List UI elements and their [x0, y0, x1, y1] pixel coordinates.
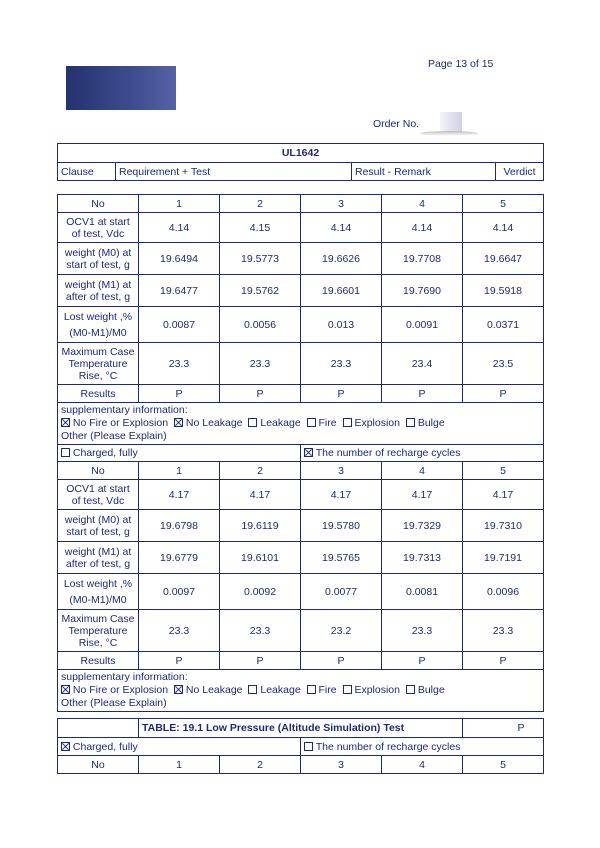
table-row — [58, 243, 544, 275]
temp-value: 23.3 — [139, 610, 220, 652]
sample-no: 5 — [463, 462, 544, 480]
m1-value: 19.7690 — [382, 275, 463, 307]
lost-value: 0.0096 — [463, 574, 544, 610]
row-label-m0: weight (M0) at start of test, g — [58, 243, 139, 275]
temp-value: 23.3 — [382, 610, 463, 652]
row-label-temp: Maximum Case Temperature Rise, °C — [58, 343, 139, 385]
order-number-label: Order No. — [373, 118, 420, 130]
temp-value: 23.3 — [301, 343, 382, 385]
sample-no: 5 — [463, 195, 544, 213]
row-label-lost — [58, 307, 139, 343]
ocv-value: 4.14 — [301, 213, 382, 243]
supplementary-info-row — [58, 670, 544, 712]
checkbox-empty-icon — [343, 685, 352, 694]
checkbox-checked-icon — [174, 685, 183, 694]
m1-value: 19.5762 — [220, 275, 301, 307]
sample-no: 1 — [139, 462, 220, 480]
result-header: Result - Remark — [352, 163, 496, 181]
recharge-cycles-label: The number of recharge cycles — [315, 447, 461, 459]
lost-value: 0.0081 — [382, 574, 463, 610]
lost-value: 0.0091 — [382, 307, 463, 343]
m0-value: 19.6647 — [463, 243, 544, 275]
lost-value: 0.0087 — [139, 307, 220, 343]
result-value: P — [301, 385, 382, 403]
m1-value: 19.7313 — [382, 542, 463, 574]
lost-value: 0.0056 — [220, 307, 301, 343]
order-number-redacted — [440, 112, 462, 132]
checkbox-empty-icon — [307, 418, 316, 427]
table-row — [58, 480, 544, 510]
temp-value: 23.3 — [220, 610, 301, 652]
sample-no: 4 — [382, 462, 463, 480]
requirement-header: Requirement + Test — [116, 163, 352, 181]
result-value: P — [139, 385, 220, 403]
temp-value: 23.3 — [463, 610, 544, 652]
row-label-ocv: OCV1 at start of test, Vdc — [58, 213, 139, 243]
temp-value: 23.2 — [301, 610, 382, 652]
table-row — [58, 510, 544, 542]
option-fire: Fire — [318, 417, 337, 429]
table-title-row — [58, 719, 544, 738]
m0-value: 19.6626 — [301, 243, 382, 275]
temp-value: 23.3 — [220, 343, 301, 385]
other-explain: Other (Please Explain) — [61, 697, 167, 709]
charged-fully-label: Charged, fully — [72, 447, 138, 459]
charged-fully-label: Charged, fully — [72, 740, 138, 753]
condition-row — [58, 445, 544, 462]
m0-value: 19.6119 — [220, 510, 301, 542]
table-row — [58, 195, 544, 213]
m1-value: 19.5918 — [463, 275, 544, 307]
table-row — [58, 756, 544, 774]
charged-fully — [58, 445, 301, 462]
table-row — [58, 462, 544, 480]
lost-value: 0.0092 — [220, 574, 301, 610]
option-explosion: Explosion — [354, 684, 400, 696]
m0-value: 19.5780 — [301, 510, 382, 542]
row-label-ocv: OCV1 at start of test, Vdc — [58, 480, 139, 510]
ocv-value: 4.17 — [301, 480, 382, 510]
ocv-value: 4.14 — [463, 213, 544, 243]
sample-no: 2 — [220, 462, 301, 480]
recharge-cycles — [301, 738, 544, 756]
ocv-value: 4.14 — [139, 213, 220, 243]
checkbox-empty-icon — [406, 685, 415, 694]
sample-no: 4 — [382, 756, 463, 774]
condition-row — [58, 738, 544, 756]
table-verdict-value: P — [517, 722, 525, 734]
result-value: P — [220, 385, 301, 403]
checkbox-checked-icon — [304, 448, 313, 457]
sample-no: 1 — [139, 195, 220, 213]
result-value: P — [301, 652, 382, 670]
row-label-no: No — [58, 756, 139, 774]
ocv-value: 4.17 — [463, 480, 544, 510]
standard-title: UL1642 — [58, 144, 544, 163]
temp-value: 23.3 — [139, 343, 220, 385]
m0-value: 19.7310 — [463, 510, 544, 542]
row-label-m0: weight (M0) at start of test, g — [58, 510, 139, 542]
option-no-leakage: No Leakage — [185, 417, 243, 429]
table-row — [58, 385, 544, 403]
option-bulge: Bulge — [417, 417, 445, 429]
row-label-results: Results — [58, 385, 139, 403]
row-label-m1: weight (M1) at after of test, g — [58, 275, 139, 307]
supplementary-info — [58, 403, 544, 445]
m0-value: 19.5773 — [220, 243, 301, 275]
m0-value: 19.7329 — [382, 510, 463, 542]
ocv-value: 4.17 — [382, 480, 463, 510]
table-row — [58, 275, 544, 307]
m0-value: 19.6494 — [139, 243, 220, 275]
table-row — [58, 542, 544, 574]
sample-no: 3 — [301, 462, 382, 480]
table-row — [58, 343, 544, 385]
sample-no: 3 — [301, 195, 382, 213]
m1-value: 19.6779 — [139, 542, 220, 574]
option-explosion: Explosion — [354, 417, 400, 429]
result-value: P — [382, 385, 463, 403]
option-no-fire: No Fire or Explosion — [72, 417, 169, 429]
result-value: P — [220, 652, 301, 670]
checkbox-checked-icon — [61, 742, 70, 751]
checkbox-empty-icon — [248, 685, 257, 694]
temp-value: 23.4 — [382, 343, 463, 385]
lost-value: 0.0077 — [301, 574, 382, 610]
row-label-no: No — [58, 195, 139, 213]
supplementary-info-row — [58, 403, 544, 445]
m1-value: 19.6601 — [301, 275, 382, 307]
result-value: P — [463, 385, 544, 403]
checkbox-checked-icon — [61, 418, 70, 427]
ocv-value: 4.14 — [382, 213, 463, 243]
checkbox-empty-icon — [248, 418, 257, 427]
other-explain: Other (Please Explain) — [61, 430, 167, 442]
recharge-cycles-label: The number of recharge cycles — [315, 740, 461, 753]
option-leakage: Leakage — [260, 417, 301, 429]
lost-weight-label: Lost weight ,% — [63, 310, 133, 323]
m0-value: 19.7708 — [382, 243, 463, 275]
m1-value: 19.6101 — [220, 542, 301, 574]
row-label-no: No — [58, 462, 139, 480]
table-verdict — [463, 719, 544, 738]
page-number: Page 13 of 15 — [428, 58, 494, 70]
sample-no: 3 — [301, 756, 382, 774]
checkbox-empty-icon — [406, 418, 415, 427]
checkbox-empty-icon — [307, 685, 316, 694]
row-label-m1: weight (M1) at after of test, g — [58, 542, 139, 574]
temp-value: 23.5 — [463, 343, 544, 385]
supplementary-info — [58, 670, 544, 712]
table-row — [58, 213, 544, 243]
table-title-spacer — [58, 719, 139, 738]
sample-no: 4 — [382, 195, 463, 213]
checkbox-empty-icon — [343, 418, 352, 427]
table-row — [58, 574, 544, 610]
m1-value: 19.7191 — [463, 542, 544, 574]
lost-value: 0.013 — [301, 307, 382, 343]
m0-value: 19.6798 — [139, 510, 220, 542]
lost-weight-label: Lost weight ,% — [63, 577, 133, 590]
lost-value: 0.0097 — [139, 574, 220, 610]
verdict-header: Verdict — [496, 163, 544, 181]
option-leakage: Leakage — [260, 684, 301, 696]
checkbox-checked-icon — [174, 418, 183, 427]
ocv-value: 4.17 — [220, 480, 301, 510]
option-bulge: Bulge — [417, 684, 445, 696]
checkbox-checked-icon — [61, 685, 70, 694]
lost-weight-formula: (M0-M1)/M0 — [69, 326, 127, 339]
checkbox-empty-icon — [304, 742, 313, 751]
sample-no: 5 — [463, 756, 544, 774]
row-label-lost — [58, 574, 139, 610]
order-number-shadow — [420, 131, 478, 136]
supplementary-heading: supplementary information: — [61, 671, 188, 683]
charged-fully — [58, 738, 301, 756]
supplementary-heading: supplementary information: — [61, 404, 188, 416]
result-value: P — [463, 652, 544, 670]
result-value: P — [139, 652, 220, 670]
option-no-fire: No Fire or Explosion — [72, 684, 169, 696]
low-pressure-test-table — [57, 718, 544, 774]
option-fire: Fire — [318, 684, 337, 696]
company-logo — [66, 66, 176, 110]
row-label-temp: Maximum Case Temperature Rise, °C — [58, 610, 139, 652]
checkbox-empty-icon — [61, 448, 70, 457]
option-no-leakage: No Leakage — [185, 684, 243, 696]
outcome-options — [61, 684, 540, 697]
sample-no: 2 — [220, 756, 301, 774]
sample-no: 2 — [220, 195, 301, 213]
standard-header-table — [57, 143, 544, 181]
table-title: TABLE: 19.1 Low Pressure (Altitude Simulation) Test — [139, 719, 463, 738]
ocv-value: 4.15 — [220, 213, 301, 243]
ocv-value: 4.17 — [139, 480, 220, 510]
lost-value: 0.0371 — [463, 307, 544, 343]
outcome-options — [61, 417, 540, 430]
clause-header: Clause — [58, 163, 116, 181]
row-label-results: Results — [58, 652, 139, 670]
test-results-table-1 — [57, 194, 544, 712]
table-row — [58, 652, 544, 670]
sample-no: 1 — [139, 756, 220, 774]
lost-weight-formula: (M0-M1)/M0 — [69, 593, 127, 606]
table-row — [58, 307, 544, 343]
result-value: P — [382, 652, 463, 670]
recharge-cycles — [301, 445, 544, 462]
table-row — [58, 610, 544, 652]
m1-value: 19.6477 — [139, 275, 220, 307]
m1-value: 19.5765 — [301, 542, 382, 574]
